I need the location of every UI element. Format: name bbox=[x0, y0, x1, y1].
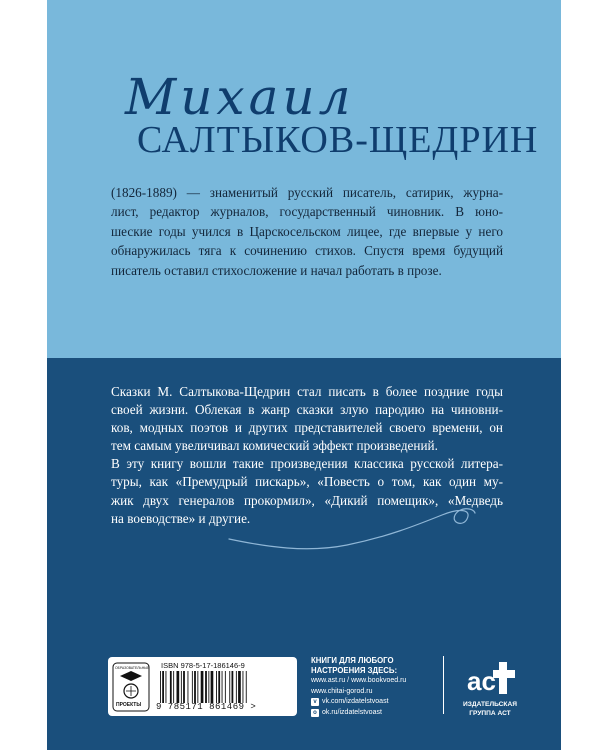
barcode-bar bbox=[181, 671, 182, 703]
barcode-bar bbox=[188, 671, 189, 703]
ast-logo-text: ac bbox=[467, 666, 496, 696]
barcode-bar bbox=[177, 671, 180, 703]
description-line: Сказки М. Салтыкова-Щедрин стал писать в более поздние годы bbox=[111, 384, 503, 399]
book-back-cover bbox=[47, 0, 561, 750]
ok-icon: o bbox=[311, 709, 319, 717]
barcode-bar bbox=[192, 671, 193, 703]
barcode-bar bbox=[222, 671, 223, 703]
vk-link[interactable]: vk.com/izdatelstvoast bbox=[322, 698, 389, 705]
barcode-bar bbox=[197, 671, 198, 703]
publisher-line: ИЗДАТЕЛЬСКАЯ bbox=[463, 701, 517, 708]
bio-line: шеские годы учился в Царскосельском лицее, где впервые у него bbox=[111, 223, 503, 239]
author-biography bbox=[111, 183, 503, 280]
divider bbox=[443, 656, 444, 714]
barcode-bar bbox=[236, 671, 237, 703]
barcode-bar bbox=[201, 671, 204, 703]
description-line: на воеводстве» и другие. bbox=[111, 510, 251, 526]
barcode-bar bbox=[243, 671, 244, 703]
bio-line: лист, редактор журналов, государственный чиновник. В юно- bbox=[111, 204, 503, 220]
barcode-bar bbox=[173, 671, 174, 703]
barcode-bar bbox=[194, 671, 196, 703]
badge-bottom-text: ПРОЕКТЫ bbox=[116, 702, 142, 708]
barcode-bar bbox=[160, 671, 161, 703]
barcode-bar bbox=[229, 671, 230, 703]
books-title-line: КНИГИ ДЛЯ ЛЮБОГО bbox=[311, 656, 394, 665]
website-link[interactable]: www.chitai-gorod.ru bbox=[311, 687, 373, 695]
description-line: туры, как «Премудрый пискарь», «Повесть о том, как один му- bbox=[111, 474, 503, 490]
barcode-bar bbox=[211, 671, 214, 703]
bio-line: писатель оставил стихосложение и начал работать в прозе. bbox=[111, 262, 442, 278]
barcode-bar bbox=[205, 671, 207, 703]
badge-top-text: ОБРАЗОВАТЕЛЬНЫЕ bbox=[115, 666, 150, 670]
bio-line: (1826-1889) — знаменитый русский писатель, сатирик, журна- bbox=[111, 185, 503, 200]
barcode-bar bbox=[162, 671, 164, 703]
barcode-bar bbox=[225, 671, 226, 703]
barcode-bar bbox=[232, 671, 234, 703]
ast-logo-icon bbox=[463, 656, 519, 696]
description-line: тем самым увеличивал комический эффект произведений. bbox=[111, 438, 438, 454]
books-info-block bbox=[311, 656, 406, 718]
description-line: В эту книгу вошли такие произведения классика русской литера- bbox=[111, 456, 503, 472]
vk-row[interactable] bbox=[311, 697, 406, 708]
barcode-bar bbox=[218, 671, 220, 703]
publisher-line: ГРУППА АСТ bbox=[469, 709, 511, 717]
author-first-name: Михаил bbox=[125, 68, 355, 126]
barcode-bar bbox=[170, 671, 172, 703]
isbn-label: ISBN 978-5-17-186146-9 bbox=[161, 661, 245, 670]
barcode-bar bbox=[208, 671, 209, 703]
decorative-swirl bbox=[227, 495, 477, 555]
ok-link[interactable]: ok.ru/izdatelstvoast bbox=[322, 708, 382, 716]
bio-line: обнаружилась тяга к сочинению стихов. Спустя время будущий bbox=[111, 243, 503, 259]
ok-row[interactable] bbox=[311, 708, 406, 719]
barcode-number: 9 785171 861469 > bbox=[156, 702, 257, 712]
barcode-bars bbox=[158, 671, 286, 703]
description-line: ков, модных поэтов и других представителей своего времени, он bbox=[111, 420, 503, 436]
barcode-bar bbox=[246, 671, 247, 703]
barcode-bar bbox=[216, 671, 217, 703]
education-projects-badge bbox=[112, 662, 150, 712]
vk-icon: v bbox=[311, 698, 319, 706]
publisher-name bbox=[456, 701, 524, 718]
author-last-name: САЛТЫКОВ-ЩЕДРИН bbox=[137, 119, 539, 161]
description-line: своей жизни. Облекая в жанр сказки злую пародию на чиновни- bbox=[111, 402, 503, 418]
barcode-bar bbox=[183, 671, 185, 703]
website-link[interactable]: www.ast.ru / www.bookvoed.ru bbox=[311, 677, 407, 684]
books-title-line: НАСТРОЕНИЯ ЗДЕСЬ: bbox=[311, 666, 398, 675]
barcode-bar bbox=[166, 671, 167, 703]
description-line: жик двух генералов прокормил», «Дикий помещик», «Медведь bbox=[111, 492, 503, 508]
barcode-bar bbox=[238, 671, 241, 703]
barcode-box bbox=[108, 657, 297, 716]
top-panel bbox=[47, 0, 561, 358]
